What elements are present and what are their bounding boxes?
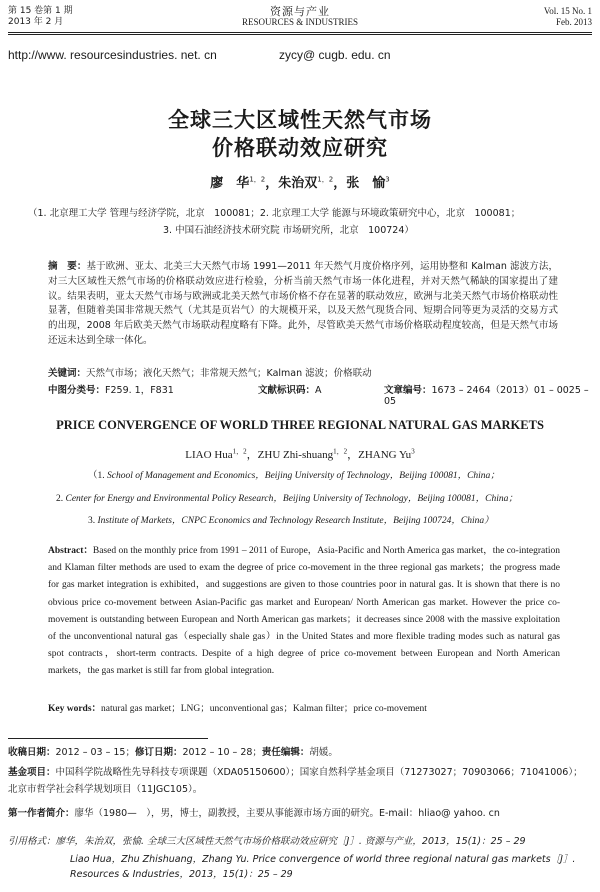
keywords-cn-label: 关键词：: [48, 368, 87, 379]
author-1-en: LIAO Hua: [185, 449, 233, 461]
revised-label: 修订日期：: [134, 747, 183, 758]
aff-en-num3: 3.: [88, 516, 96, 526]
author-2-en-sup: 1，2: [333, 447, 348, 456]
header-rule-bottom: [8, 34, 592, 35]
abstract-en-label: Abstract：: [48, 546, 93, 556]
aff-en-text2: Center for Energy and Environmental Policy Research，Beijing University of Technology，Beijing 100081，China；: [65, 494, 518, 504]
art-value: 1673 – 2464（2013）01 – 0025 – 05: [384, 385, 589, 407]
clc-label: 中图分类号：: [48, 385, 106, 396]
footnote-dates: [8, 744, 592, 761]
author-2-sup: 1，2: [317, 175, 334, 184]
footnote-rule: [8, 738, 208, 739]
author-3-sup: 3: [385, 175, 390, 184]
header-vol-en: Vol. 15 No. 1: [543, 6, 592, 16]
affiliation-cn-line1: （1. 北京理工大学 管理与经济学院，北京 100081；2. 北京理工大学 能源与环境政策研究中心，北京 100081；: [28, 208, 521, 219]
abstract-en: [48, 543, 560, 681]
author-1-sup: 1，2: [249, 175, 266, 184]
received-date: 2012 – 03 – 15；: [55, 747, 135, 758]
authors-en: [0, 446, 600, 462]
abstract-cn-text: 基于欧洲、亚太、北美三大天然气市场 1991—2011 年天然气月度价格序列，运用协整和 Kalman 滤波方法，对三大区域性天然气市场的价格联动效应进行检验，分析当前天然气市场一体化进程，并对天然气稀缺的国家提出了建议。结果表明，亚太天然气市场与欧洲或北美天然气市场价格不存在显著的联动效应，欧洲与北美天然气市场价格联动性显著，但随着美国非常规天然气（尤其是页岩气）的大规模开采，以及天然气现货合同、短期合同等更为灵活的交易方式的出现，2008 年后欧美天然气市场联动程度略有下降。此外，尽管欧美天然气市场价格联动程度较高，但是天然气市场还远未达到全球一体化。: [48, 261, 558, 346]
author-sep: ，: [265, 176, 279, 191]
affiliation-en-line3: [88, 512, 588, 526]
authors-cn: [0, 172, 600, 191]
website-link[interactable]: http://www. resourcesindustries. net. cn: [8, 48, 217, 62]
header-volume: 第 15 卷第 1 期: [8, 6, 73, 16]
abstract-cn: [48, 260, 558, 349]
author-sep-en: ，: [347, 449, 359, 461]
title-cn-line2: 价格联动效应研究: [212, 136, 388, 160]
author-bio-label: 第一作者简介：: [8, 808, 75, 819]
keywords-cn: [48, 365, 558, 379]
header-date: 2013 年 2 月: [8, 17, 64, 27]
fund-label: 基金项目：: [8, 767, 56, 778]
author-3-cn: 张 愉: [346, 176, 386, 191]
author-2-en: ZHU Zhi-shuang: [257, 449, 334, 461]
fund-text: 中国科学院战略性先导科技专项课题（XDA05150600）；国家自然科学基金项目（71273027；70903066；71041006）；北京市哲学社会科学规划项目（11JGC105）。: [8, 767, 583, 795]
doc-value: A: [315, 385, 322, 396]
header-date-en: Feb. 2013: [556, 17, 592, 27]
received-label: 收稿日期：: [8, 747, 56, 758]
citation-en: Liao Hua，Zhu Zhishuang，Zhang Yu. Price convergence of world three regional natural gas markets［J］. Resources & Industries，2013，15(1)：25 – 29: [70, 854, 576, 880]
title-en: PRICE CONVERGENCE OF WORLD THREE REGIONAL NATURAL GAS MARKETS: [56, 418, 544, 432]
footnote-fund: [8, 764, 592, 798]
art-label: 文章编号：: [384, 385, 432, 396]
keywords-en-text: natural gas market；LNG；unconventional gas；Kalman filter；price co-movement: [101, 704, 427, 714]
aff-en-text1: School of Management and Economics，Beijing University of Technology，Beijing 100081，China；: [107, 471, 500, 481]
affiliation-en-line2: [56, 490, 596, 504]
doc-label: 文献标识码：: [258, 385, 316, 396]
title-cn-line1: 全球三大区域性天然气市场: [168, 108, 432, 132]
keywords-en-label: Key words：: [48, 704, 102, 714]
citation-cn: 廖华，朱治双，张愉. 全球三大区域性天然气市场价格联动效应研究［J］. 资源与产业，2013，15(1)：25 – 29: [55, 836, 526, 847]
author-sep-en: ，: [246, 449, 258, 461]
clc-value: F259. 1，F831: [105, 385, 174, 396]
header-journal: [0, 6, 600, 28]
citation-label: 引用格式：: [8, 836, 56, 847]
keywords-cn-text: 天然气市场；液化天然气；非常规天然气；Kalman 滤波；价格联动: [86, 368, 372, 379]
email-link[interactable]: zycy@ cugb. edu. cn: [279, 48, 391, 62]
editor-name: 胡媛。: [309, 747, 338, 758]
doc-code: [258, 382, 388, 396]
author-3-en-sup: 3: [411, 447, 415, 456]
header-volume-en: [544, 6, 592, 28]
abstract-en-text: Based on the monthly price from 1991 – 2011 of Europe，Asia-Pacific and North America gas market，the co-integration and Klaman filter methods are used to exam the degree of price co-movement in the three regional gas markets；the progress made for gas market integration is exhibited，and suggestions are given to those countries poor in natural gas. It is shown that there is no obvious price co-movement between Asian-Pacific gas market and European/ North American gas market. However the price co-movement is outstanding between European and North American gas markets；it decreases since 2008 with the massive exploitation of the unconventional natural gas（especially shale gas）in the United States and more flexible trading modes such as natural gas spot contracts，short-term contracts. Despite of a high degree of price co-movement between European and North American markets，the gas market is still far from global integration.: [48, 546, 560, 677]
affiliation-cn-line2: 3. 中国石油经济技术研究院 市场研究所，北京 100724）: [163, 225, 414, 236]
editor-label: 责任编辑：: [261, 747, 310, 758]
aff-en-num1: （1.: [88, 471, 105, 481]
author-3-en: ZHANG Yu: [358, 449, 412, 461]
author-1-en-sup: 1，2: [232, 447, 247, 456]
header-rule-top: [8, 32, 592, 33]
footnote-author: [8, 805, 592, 822]
aff-en-text3: Institute of Markets，CNPC Economics and Technology Research Institute，Beijing 100724，China）: [97, 516, 494, 526]
abstract-cn-label: 摘 要：: [48, 261, 87, 272]
author-bio-text: 廖华（1980— ），男，博士，副教授，主要从事能源市场方面的研究。E-mail：hliao@ yahoo. cn: [74, 808, 500, 819]
affiliation-en-line1: [88, 467, 588, 481]
journal-name-cn: 资源与产业: [270, 5, 330, 18]
author-2-cn: 朱治双: [278, 176, 318, 191]
article-number: [384, 382, 594, 407]
citation: [8, 834, 592, 849]
journal-name-en: RESOURCES & INDUSTRIES: [241, 17, 358, 27]
keywords-en: [48, 701, 560, 718]
author-sep: ，: [333, 176, 347, 191]
author-1-cn: 廖 华: [210, 176, 250, 191]
aff-en-num2: 2.: [56, 494, 64, 504]
revised-date: 2012 – 10 – 28；: [182, 747, 262, 758]
